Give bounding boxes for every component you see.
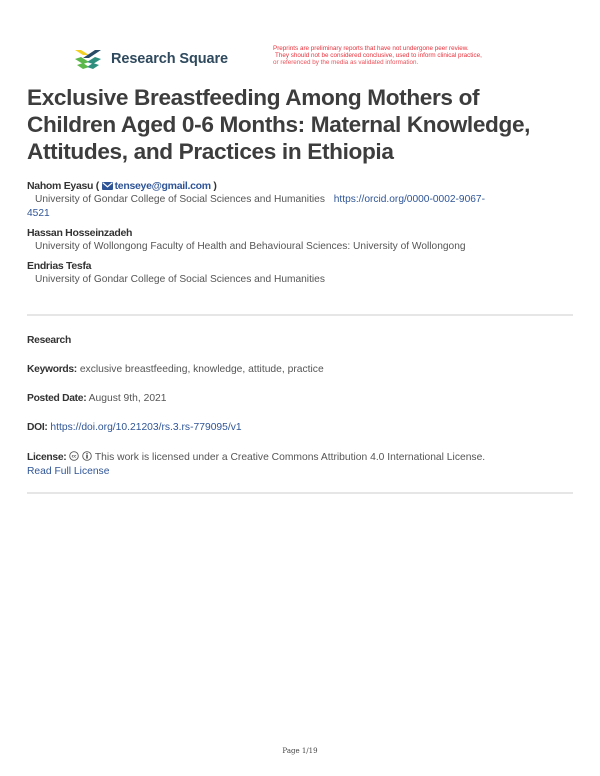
author-name: Hassan Hosseinzadeh xyxy=(27,227,133,239)
divider xyxy=(27,314,573,316)
page-number: Page 1/19 xyxy=(282,747,318,755)
cc-icon xyxy=(69,451,79,461)
paper-title xyxy=(27,84,587,165)
posted-date-row xyxy=(27,392,583,406)
read-full-license-link[interactable]: Read Full License xyxy=(27,466,110,477)
license-text: This work is licensed under a Creative Commons Attribution 4.0 International License. xyxy=(94,452,486,463)
title-line: Children Aged 0-6 Months: Maternal Knowledge, xyxy=(27,112,531,137)
svg-text:cc: cc xyxy=(71,453,77,459)
author-affiliation: University of Wollongong Faculty of Health and Behavioural Sciences: University of Wollongong xyxy=(35,241,466,252)
author-list xyxy=(27,179,577,292)
research-square-logo-icon xyxy=(73,48,103,70)
keywords-row xyxy=(27,363,583,377)
author-name: Nahom Eyasu ( tenseye@gmail.com ) xyxy=(27,180,217,192)
doi-label: DOI: xyxy=(27,422,48,433)
author-affiliation: University of Gondar College of Social Sciences and Humanities xyxy=(35,274,325,285)
license-row xyxy=(27,451,583,479)
mail-icon xyxy=(102,182,113,190)
orcid-link[interactable]: https://orcid.org/0000-0002-9067- xyxy=(333,194,485,205)
preprint-notice xyxy=(273,45,600,67)
posted-date-value: August 9th, 2021 xyxy=(88,393,167,404)
license-label: License: xyxy=(27,452,67,463)
title-line: Exclusive Breastfeeding Among Mothers of xyxy=(27,85,480,110)
logo-text: Research Square xyxy=(111,51,228,67)
divider xyxy=(27,492,573,494)
author-affiliation: University of Gondar College of Social Sciences and Humanities https://orcid.org/0000-0002-9067- xyxy=(35,194,485,205)
preprint-notice-line: They should not be considered conclusive, used to inform clinical practice, xyxy=(275,52,482,60)
preprint-notice-line: or referenced by the media as validated information. xyxy=(273,59,419,67)
preprint-notice-line: Preprints are preliminary reports that have not undergone peer review. xyxy=(273,45,469,52)
page-header xyxy=(73,45,593,75)
article-type: Research xyxy=(27,335,71,346)
by-attribution-icon xyxy=(82,451,92,461)
doi-link[interactable]: https://doi.org/10.21203/rs.3.rs-779095/v1 xyxy=(50,422,242,433)
keywords-label: Keywords: xyxy=(27,364,77,375)
author-email-link[interactable]: tenseye@gmail.com xyxy=(102,180,211,192)
research-square-logo[interactable] xyxy=(73,47,228,71)
author-name: Endrias Tesfa xyxy=(27,260,92,272)
keywords-value: exclusive breastfeeding, knowledge, attitude, practice xyxy=(79,364,324,375)
orcid-link-continuation[interactable]: 4521 xyxy=(27,208,50,219)
posted-date-label: Posted Date: xyxy=(27,393,87,404)
title-line: Attitudes, and Practices in Ethiopia xyxy=(27,139,394,164)
doi-row xyxy=(27,421,583,435)
